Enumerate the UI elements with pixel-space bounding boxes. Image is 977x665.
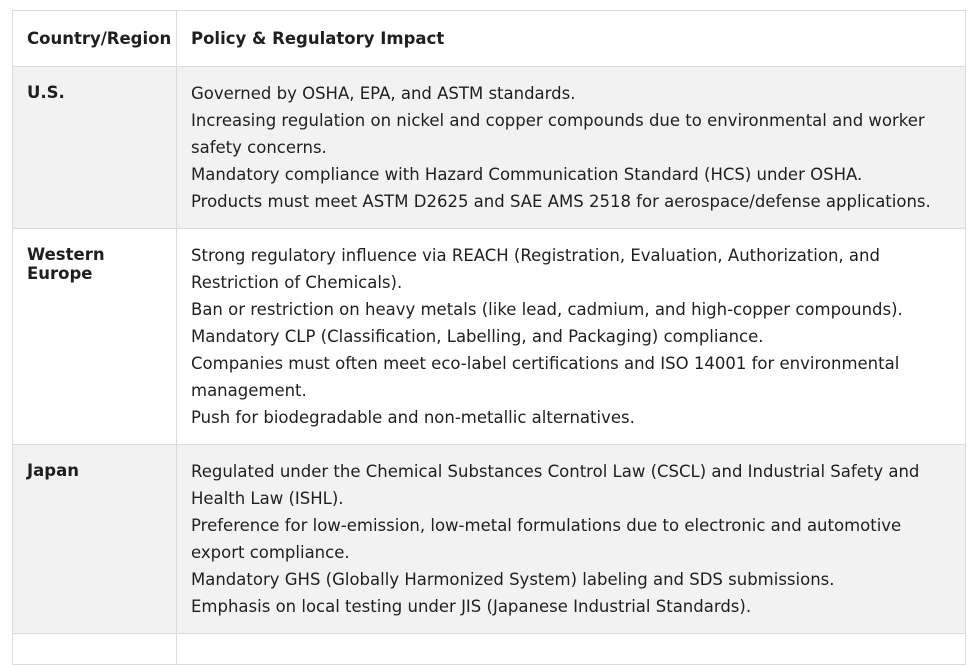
table-row bbox=[13, 67, 966, 229]
table-row-partial bbox=[13, 634, 966, 665]
impact-line: Governed by OSHA, EPA, and ASTM standards. bbox=[191, 84, 576, 103]
impact-line: Strong regulatory influence via REACH (Registration, Evaluation, Authorization, and Restriction of Chemicals). bbox=[191, 246, 880, 292]
region-cell: U.S. bbox=[13, 67, 177, 229]
impact-line: Ban or restriction on heavy metals (like lead, cadmium, and high-copper compounds). bbox=[191, 300, 903, 319]
impact-line: Increasing regulation on nickel and copper compounds due to environmental and worker safety concerns. bbox=[191, 111, 925, 157]
impact-line: Mandatory compliance with Hazard Communication Standard (HCS) under OSHA. bbox=[191, 165, 863, 184]
region-cell: Western Europe bbox=[13, 229, 177, 445]
impact-line: Regulated under the Chemical Substances Control Law (CSCL) and Industrial Safety and Health Law (ISHL). bbox=[191, 462, 920, 508]
impact-line: Companies must often meet eco-label certifications and ISO 14001 for environmental management. bbox=[191, 354, 900, 400]
impact-line: Emphasis on local testing under JIS (Japanese Industrial Standards). bbox=[191, 597, 752, 616]
impact-line: Preference for low-emission, low-metal formulations due to electronic and automotive export compliance. bbox=[191, 516, 902, 562]
header-country-region: Country/Region bbox=[13, 11, 177, 67]
impact-line: Products must meet ASTM D2625 and SAE AMS 2518 for aerospace/defense applications. bbox=[191, 192, 931, 211]
impact-cell bbox=[177, 229, 966, 445]
impact-cell bbox=[177, 634, 966, 665]
region-cell bbox=[13, 634, 177, 665]
impact-cell bbox=[177, 445, 966, 634]
table-row bbox=[13, 445, 966, 634]
impact-cell bbox=[177, 67, 966, 229]
header-policy-impact: Policy & Regulatory Impact bbox=[177, 11, 966, 67]
table-header-row bbox=[13, 11, 966, 67]
policy-table bbox=[12, 10, 966, 665]
policy-table-container bbox=[12, 10, 965, 665]
region-cell: Japan bbox=[13, 445, 177, 634]
impact-line: Push for biodegradable and non-metallic alternatives. bbox=[191, 408, 635, 427]
impact-line: Mandatory CLP (Classification, Labelling, and Packaging) compliance. bbox=[191, 327, 764, 346]
impact-line: Mandatory GHS (Globally Harmonized System) labeling and SDS submissions. bbox=[191, 570, 835, 589]
table-row bbox=[13, 229, 966, 445]
